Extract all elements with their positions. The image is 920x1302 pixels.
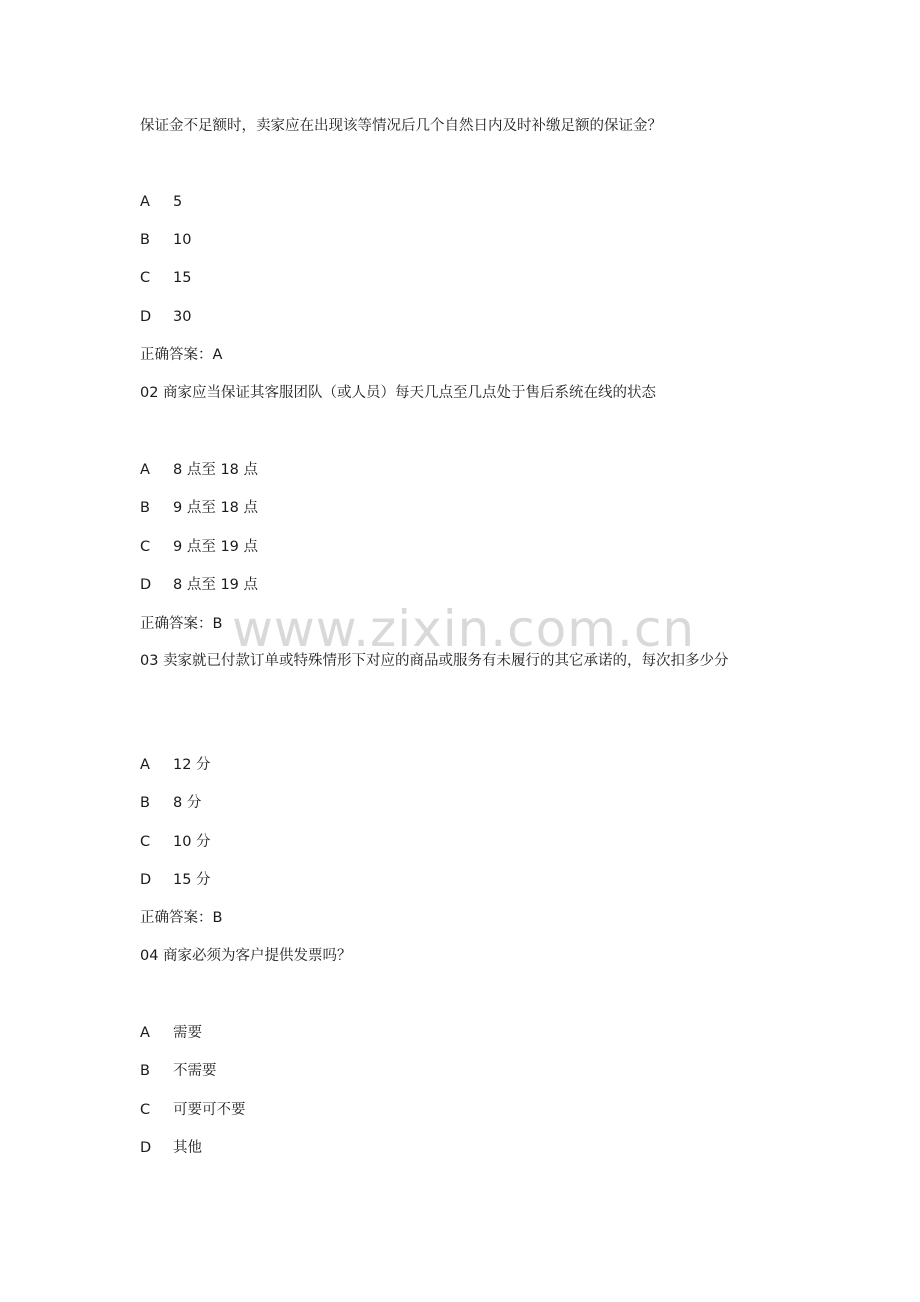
option-letter: A (140, 757, 150, 773)
option-letter: D (140, 1140, 152, 1156)
option-letter: B (140, 1063, 150, 1079)
question-1-answer: 正确答案：A (140, 347, 223, 363)
question-4-option-c (140, 1100, 246, 1120)
question-1-option-d (140, 307, 191, 327)
question-2-answer: 正确答案：B (140, 616, 223, 632)
option-letter: C (140, 270, 151, 286)
option-text: 其他 (173, 1140, 202, 1156)
question-4-option-b (140, 1061, 217, 1081)
option-text: 10 分 (173, 834, 211, 850)
option-text: 15 (173, 270, 192, 286)
option-text: 10 (173, 232, 192, 248)
option-text: 15 分 (173, 872, 211, 888)
question-2-option-a (140, 460, 258, 480)
question-2-option-c (140, 537, 258, 557)
question-3-option-c (140, 832, 211, 852)
option-letter: D (140, 309, 152, 325)
question-1-text: 保证金不足额时，卖家应在出现该等情况后几个自然日内及时补缴足额的保证金？ (140, 118, 662, 134)
option-letter: C (140, 834, 151, 850)
option-text: 8 点至 19 点 (173, 577, 259, 593)
option-text: 5 (173, 194, 183, 210)
question-3-option-b (140, 793, 201, 813)
option-letter: A (140, 194, 150, 210)
watermark: www.zixin.com.cn (232, 600, 696, 658)
option-letter: B (140, 500, 150, 516)
option-text: 9 点至 19 点 (173, 539, 259, 555)
option-text: 8 分 (173, 795, 202, 811)
option-text: 不需要 (173, 1063, 217, 1079)
question-3-text: 03 卖家就已付款订单或特殊情形下对应的商品或服务有未履行的其它承诺的，每次扣多少分 (140, 653, 729, 669)
question-4-text: 04 商家必须为客户提供发票吗？ (140, 948, 352, 964)
option-letter: A (140, 462, 150, 478)
question-3-answer: 正确答案：B (140, 910, 223, 926)
question-3-option-a (140, 755, 211, 775)
question-4-option-a (140, 1023, 202, 1043)
question-1-option-a (140, 192, 182, 212)
option-text: 30 (173, 309, 192, 325)
option-letter: C (140, 539, 151, 555)
question-2-text: 02 商家应当保证其客服团队（或人员）每天几点至几点处于售后系统在线的状态 (140, 385, 657, 401)
option-letter: B (140, 795, 150, 811)
question-2-option-b (140, 498, 258, 518)
question-3-option-d (140, 870, 211, 890)
option-text: 9 点至 18 点 (173, 500, 259, 516)
option-text: 可要可不要 (173, 1102, 246, 1118)
question-4-option-d (140, 1138, 202, 1158)
option-text: 8 点至 18 点 (173, 462, 259, 478)
option-letter: C (140, 1102, 151, 1118)
option-letter: A (140, 1025, 150, 1041)
option-text: 12 分 (173, 757, 211, 773)
option-letter: D (140, 577, 152, 593)
option-letter: B (140, 232, 150, 248)
option-letter: D (140, 872, 152, 888)
question-2-option-d (140, 575, 258, 595)
question-1-option-c (140, 268, 191, 288)
option-text: 需要 (173, 1025, 202, 1041)
question-1-option-b (140, 230, 191, 250)
